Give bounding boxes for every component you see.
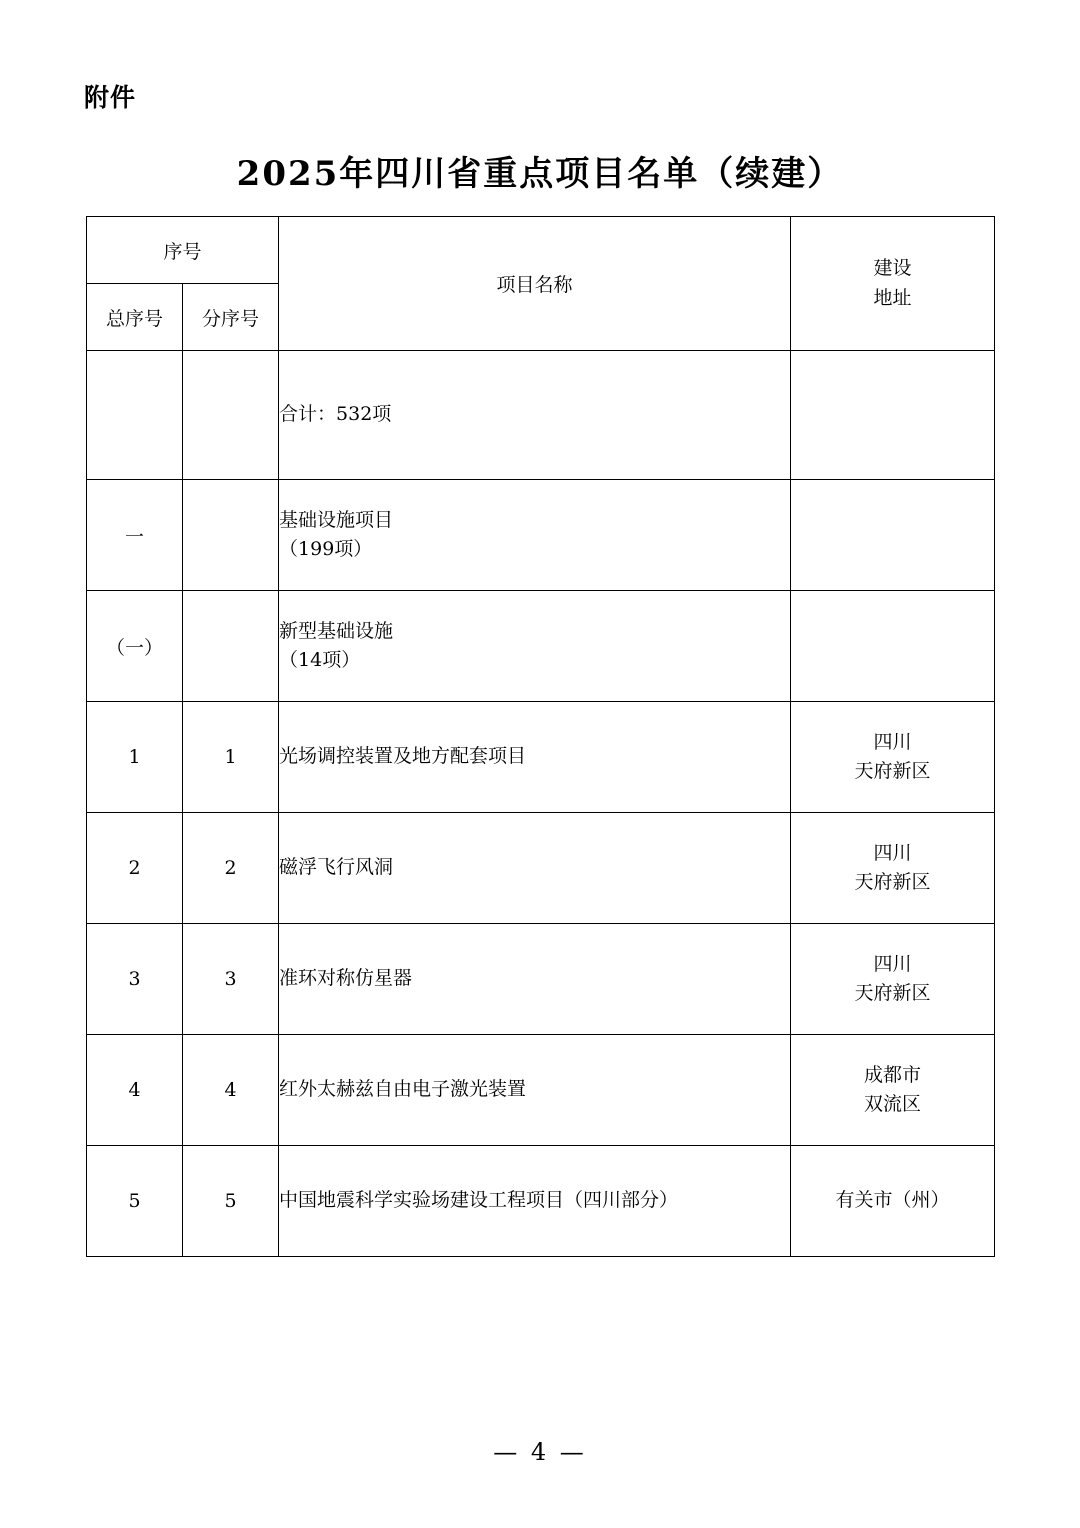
- cell-sub-seq: 1: [183, 702, 279, 813]
- table-header: [87, 217, 995, 351]
- header-location-line2: 地址: [873, 286, 912, 309]
- project-name-line1: 中国地震科学实验场建设工程项目（四川部分）: [279, 1189, 679, 1212]
- cell-project-name: [279, 924, 791, 1035]
- cell-sub-seq: 2: [183, 813, 279, 924]
- table-row: [87, 1035, 995, 1146]
- project-name-line1: 新型基础设施: [279, 619, 394, 642]
- table-row: [87, 351, 995, 480]
- header-project-name: 项目名称: [279, 217, 791, 351]
- location-line2: 天府新区: [854, 760, 931, 782]
- project-name-line2: （14项）: [279, 649, 361, 671]
- project-name-line1: 准环对称仿星器: [279, 967, 413, 990]
- location-line2: 双流区: [864, 1093, 922, 1115]
- table-row: [87, 480, 995, 591]
- cell-total-seq: [87, 351, 183, 480]
- key-projects-table: [86, 216, 995, 1257]
- cell-project-name: [279, 351, 791, 480]
- cell-project-name: [279, 1035, 791, 1146]
- header-total-seq: 总序号: [87, 284, 183, 351]
- cell-location: [791, 813, 995, 924]
- cell-total-seq: 1: [87, 702, 183, 813]
- location-line1: 成都市: [864, 1063, 922, 1086]
- cell-sub-seq: [183, 351, 279, 480]
- cell-sub-seq: 4: [183, 1035, 279, 1146]
- cell-location: [791, 702, 995, 813]
- header-location-line1: 建设: [873, 257, 912, 280]
- location-line1: 四川: [873, 952, 912, 975]
- cell-project-name: [279, 813, 791, 924]
- cell-project-name: [279, 1146, 791, 1257]
- table-row: [87, 813, 995, 924]
- cell-total-seq: 3: [87, 924, 183, 1035]
- table-row: [87, 1146, 995, 1257]
- location-line2: 天府新区: [854, 982, 931, 1004]
- cell-total-seq: 一: [87, 480, 183, 591]
- location-line1: 四川: [873, 841, 912, 864]
- project-name-line1: 基础设施项目: [279, 508, 394, 531]
- cell-sub-seq: [183, 480, 279, 591]
- cell-total-seq: 2: [87, 813, 183, 924]
- cell-sub-seq: 3: [183, 924, 279, 1035]
- location-line1: 四川: [873, 730, 912, 753]
- table-row: [87, 591, 995, 702]
- location-line1: 有关市（州）: [835, 1189, 950, 1212]
- project-name-line1: 磁浮飞行风洞: [279, 856, 394, 879]
- cell-total-seq: （一）: [87, 591, 183, 702]
- cell-location: [791, 480, 995, 591]
- table-body: [87, 351, 995, 1257]
- header-sub-seq: 分序号: [183, 284, 279, 351]
- project-name-line1: 光场调控装置及地方配套项目: [279, 745, 527, 768]
- cell-location: [791, 591, 995, 702]
- attachment-label: 附件: [84, 83, 137, 112]
- cell-total-seq: 5: [87, 1146, 183, 1257]
- cell-project-name: [279, 702, 791, 813]
- page-number: — 4 —: [493, 1438, 587, 1466]
- table-header-row-1: [87, 217, 995, 284]
- page-title: 2025年四川省重点项目名单（续建）: [236, 154, 844, 194]
- cell-location: [791, 924, 995, 1035]
- project-name-line2: （199项）: [279, 538, 373, 560]
- cell-location: [791, 1035, 995, 1146]
- location-line2: 天府新区: [854, 871, 931, 893]
- table-row: [87, 702, 995, 813]
- table-row: [87, 924, 995, 1035]
- project-name-line1: 合计：532项: [279, 403, 392, 426]
- header-location: [791, 217, 995, 351]
- cell-project-name: [279, 591, 791, 702]
- cell-location: [791, 351, 995, 480]
- cell-location: [791, 1146, 995, 1257]
- cell-sub-seq: 5: [183, 1146, 279, 1257]
- project-name-line1: 红外太赫兹自由电子激光装置: [279, 1078, 527, 1101]
- cell-project-name: [279, 480, 791, 591]
- cell-total-seq: 4: [87, 1035, 183, 1146]
- cell-sub-seq: [183, 591, 279, 702]
- header-seq-group: 序号: [87, 217, 279, 284]
